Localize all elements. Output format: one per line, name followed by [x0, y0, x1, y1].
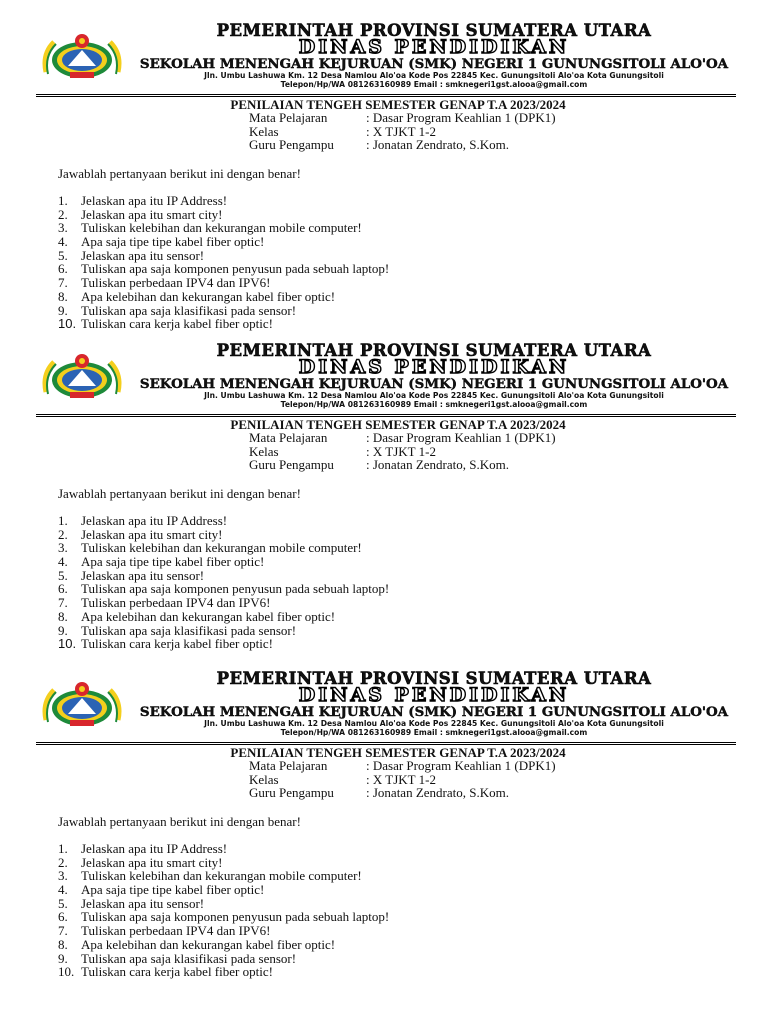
list-item — [58, 221, 389, 235]
question-text: Apa saja tipe tipe kabel fiber optic! — [81, 234, 265, 250]
meta-value: : Dasar Program Keahlian 1 (DPK1) — [366, 110, 556, 125]
question-number: 3. — [58, 868, 68, 884]
meta-value: : X TJKT 1-2 — [366, 771, 436, 787]
list-item — [58, 883, 389, 897]
question-number: 6. — [58, 909, 68, 925]
question-number: 9. — [58, 622, 68, 638]
letterhead-contact: Telepon/Hp/WA 081263160989 Email : smknegeri1gst.alooa@gmail.com — [280, 79, 588, 89]
question-list — [58, 194, 389, 331]
list-item — [58, 582, 389, 596]
list-item — [58, 194, 389, 208]
letterhead-department: DINAS PENDIDIKAN — [298, 684, 570, 706]
question-text: Tuliskan perbedaan IPV4 dan IPV6! — [81, 923, 271, 939]
list-item — [58, 290, 389, 304]
meta-label: Kelas — [249, 443, 279, 459]
letterhead-government: PEMERINTAH PROVINSI SUMATERA UTARA — [216, 21, 652, 40]
list-item — [58, 262, 389, 276]
letterhead — [36, 342, 736, 418]
question-text: Apa saja tipe tipe kabel fiber optic! — [81, 554, 265, 570]
question-number: 7. — [58, 595, 68, 611]
question-number: 4. — [58, 882, 68, 898]
list-item — [58, 528, 389, 542]
question-number: 4. — [58, 234, 68, 250]
question-number: 3. — [58, 540, 68, 556]
meta-row-subject — [249, 111, 556, 125]
exam-title: PENILAIAN TENGEH SEMESTER GENAP T.A 2023/2024 — [230, 745, 566, 760]
list-item — [58, 924, 389, 938]
letterhead-school-name: SEKOLAH MENENGAH KEJURUAN (SMK) NEGERI 1 GUNUNGSITOLI ALO'OA — [139, 376, 729, 392]
list-item — [58, 276, 389, 290]
letterhead-address: Jln. Umbu Lashuwa Km. 12 Desa Namlou Alo'oa Kode Pos 22845 Kec. Gunungsitoli Alo'oa Kota Gunungsitoli — [204, 71, 664, 80]
question-list — [58, 514, 389, 651]
meta-value: : Dasar Program Keahlian 1 (DPK1) — [366, 430, 556, 445]
meta-value: : Jonatan Zendrato, S.Kom. — [366, 785, 509, 800]
exam-block-3 — [0, 670, 768, 1000]
question-text: Tuliskan apa saja klasifikasi pada sensor! — [81, 622, 297, 638]
question-number: 5. — [58, 895, 68, 911]
question-text: Tuliskan apa saja klasifikasi pada sensor! — [81, 950, 297, 966]
list-item — [58, 869, 389, 883]
question-text: Tuliskan apa saja komponen penyusun pada sebuah laptop! — [81, 581, 390, 597]
question-text: Jelaskan apa itu smart city! — [81, 526, 223, 542]
list-item — [58, 541, 389, 555]
school-logo-icon — [40, 32, 124, 82]
list-item — [58, 249, 389, 263]
list-item — [58, 637, 389, 651]
question-number: 8. — [58, 608, 68, 624]
meta-row-teacher — [249, 138, 556, 152]
exam-instruction: Jawablah pertanyaan berikut ini dengan benar! — [58, 486, 301, 501]
letterhead-government: PEMERINTAH PROVINSI SUMATERA UTARA — [216, 669, 652, 688]
question-text: Jelaskan apa itu sensor! — [81, 247, 205, 263]
list-item — [58, 938, 389, 952]
school-logo-icon — [40, 352, 124, 402]
question-number: 4. — [58, 554, 68, 570]
letterhead-school-name: SEKOLAH MENENGAH KEJURUAN (SMK) NEGERI 1 GUNUNGSITOLI ALO'OA — [139, 56, 729, 72]
question-number: 10. — [58, 636, 77, 652]
question-number: 6. — [58, 581, 68, 597]
letterhead-text — [136, 670, 732, 737]
question-number: 2. — [58, 854, 68, 870]
meta-row-teacher — [249, 786, 556, 800]
list-item — [58, 555, 389, 569]
question-number: 9. — [58, 302, 68, 318]
letterhead-contact: Telepon/Hp/WA 081263160989 Email : smknegeri1gst.alooa@gmail.com — [280, 727, 588, 737]
question-text: Tuliskan kelebihan dan kekurangan mobile computer! — [81, 220, 362, 236]
list-item — [58, 842, 389, 856]
meta-value: : Dasar Program Keahlian 1 (DPK1) — [366, 758, 556, 773]
meta-row-teacher — [249, 458, 556, 472]
question-number: 1. — [58, 513, 68, 528]
question-text: Tuliskan cara kerja kabel fiber optic! — [81, 636, 273, 652]
question-text: Jelaskan apa itu smart city! — [81, 854, 223, 870]
question-number: 9. — [58, 950, 68, 966]
question-text: Apa kelebihan dan kekurangan kabel fiber optic! — [81, 288, 336, 304]
question-text: Tuliskan cara kerja kabel fiber optic! — [81, 964, 273, 980]
question-number: 2. — [58, 206, 68, 222]
meta-label: Mata Pelajaran — [249, 430, 328, 445]
meta-label: Mata Pelajaran — [249, 110, 328, 125]
question-number: 10. — [58, 964, 75, 980]
meta-value: : X TJKT 1-2 — [366, 443, 436, 459]
letterhead-address: Jln. Umbu Lashuwa Km. 12 Desa Namlou Alo'oa Kode Pos 22845 Kec. Gunungsitoli Alo'oa Kota Gunungsitoli — [204, 391, 664, 400]
question-number: 1. — [58, 193, 68, 208]
meta-row-class — [249, 445, 556, 459]
question-text: Apa kelebihan dan kekurangan kabel fiber optic! — [81, 608, 336, 624]
question-text: Tuliskan apa saja klasifikasi pada sensor! — [81, 302, 297, 318]
question-number: 3. — [58, 220, 68, 236]
question-text: Jelaskan apa itu sensor! — [81, 567, 205, 583]
exam-meta — [249, 111, 556, 152]
question-number: 1. — [58, 841, 68, 856]
question-number: 5. — [58, 567, 68, 583]
exam-block-2 — [0, 342, 768, 672]
list-item — [58, 235, 389, 249]
meta-row-subject — [249, 759, 556, 773]
question-number: 2. — [58, 526, 68, 542]
list-item — [58, 965, 389, 979]
letterhead-government: PEMERINTAH PROVINSI SUMATERA UTARA — [216, 341, 652, 360]
meta-label: Mata Pelajaran — [249, 758, 328, 773]
meta-label: Guru Pengampu — [249, 457, 334, 472]
question-text: Tuliskan perbedaan IPV4 dan IPV6! — [81, 275, 271, 291]
question-text: Tuliskan kelebihan dan kekurangan mobile computer! — [81, 868, 362, 884]
list-item — [58, 952, 389, 966]
letterhead-address: Jln. Umbu Lashuwa Km. 12 Desa Namlou Alo'oa Kode Pos 22845 Kec. Gunungsitoli Alo'oa Kota Gunungsitoli — [204, 719, 664, 728]
question-number: 8. — [58, 288, 68, 304]
question-text: Tuliskan cara kerja kabel fiber optic! — [81, 316, 273, 332]
meta-row-class — [249, 125, 556, 139]
question-text: Tuliskan apa saja komponen penyusun pada sebuah laptop! — [81, 261, 390, 277]
meta-row-class — [249, 773, 556, 787]
question-text: Tuliskan perbedaan IPV4 dan IPV6! — [81, 595, 271, 611]
meta-value: : Jonatan Zendrato, S.Kom. — [366, 137, 509, 152]
question-text: Jelaskan apa itu IP Address! — [81, 513, 228, 528]
list-item — [58, 910, 389, 924]
question-number: 5. — [58, 247, 68, 263]
meta-value: : Jonatan Zendrato, S.Kom. — [366, 457, 509, 472]
list-item — [58, 569, 389, 583]
question-text: Jelaskan apa itu sensor! — [81, 895, 205, 911]
exam-title: PENILAIAN TENGEH SEMESTER GENAP T.A 2023/2024 — [230, 97, 566, 112]
meta-row-subject — [249, 431, 556, 445]
list-item — [58, 624, 389, 638]
exam-instruction: Jawablah pertanyaan berikut ini dengan benar! — [58, 166, 301, 181]
list-item — [58, 856, 389, 870]
question-number: 8. — [58, 936, 68, 952]
question-text: Apa saja tipe tipe kabel fiber optic! — [81, 882, 265, 898]
question-list — [58, 842, 389, 979]
letterhead-school-name: SEKOLAH MENENGAH KEJURUAN (SMK) NEGERI 1 GUNUNGSITOLI ALO'OA — [139, 704, 729, 720]
letterhead-text — [136, 342, 732, 409]
question-number: 7. — [58, 923, 68, 939]
meta-value: : X TJKT 1-2 — [366, 123, 436, 139]
list-item — [58, 317, 389, 331]
list-item — [58, 514, 389, 528]
letterhead-department: DINAS PENDIDIKAN — [298, 356, 570, 378]
meta-label: Kelas — [249, 771, 279, 787]
list-item — [58, 208, 389, 222]
exam-title: PENILAIAN TENGEH SEMESTER GENAP T.A 2023/2024 — [230, 417, 566, 432]
question-text: Apa kelebihan dan kekurangan kabel fiber optic! — [81, 936, 336, 952]
exam-meta — [249, 759, 556, 800]
exam-block-1 — [0, 22, 768, 352]
exam-meta — [249, 431, 556, 472]
question-text: Tuliskan apa saja komponen penyusun pada sebuah laptop! — [81, 909, 390, 925]
question-number: 6. — [58, 261, 68, 277]
meta-label: Kelas — [249, 123, 279, 139]
question-number: 7. — [58, 275, 68, 291]
question-text: Jelaskan apa itu smart city! — [81, 206, 223, 222]
list-item — [58, 596, 389, 610]
list-item — [58, 304, 389, 318]
question-text: Jelaskan apa itu IP Address! — [81, 841, 228, 856]
letterhead-contact: Telepon/Hp/WA 081263160989 Email : smknegeri1gst.alooa@gmail.com — [280, 399, 588, 409]
exam-instruction: Jawablah pertanyaan berikut ini dengan benar! — [58, 814, 301, 829]
list-item — [58, 897, 389, 911]
meta-label: Guru Pengampu — [249, 785, 334, 800]
letterhead-text — [136, 22, 732, 89]
question-number: 10. — [58, 316, 77, 332]
letterhead — [36, 670, 736, 746]
question-text: Jelaskan apa itu IP Address! — [81, 193, 228, 208]
list-item — [58, 610, 389, 624]
letterhead — [36, 22, 736, 98]
letterhead-department: DINAS PENDIDIKAN — [298, 36, 570, 58]
meta-label: Guru Pengampu — [249, 137, 334, 152]
school-logo-icon — [40, 680, 124, 730]
question-text: Tuliskan kelebihan dan kekurangan mobile computer! — [81, 540, 362, 556]
